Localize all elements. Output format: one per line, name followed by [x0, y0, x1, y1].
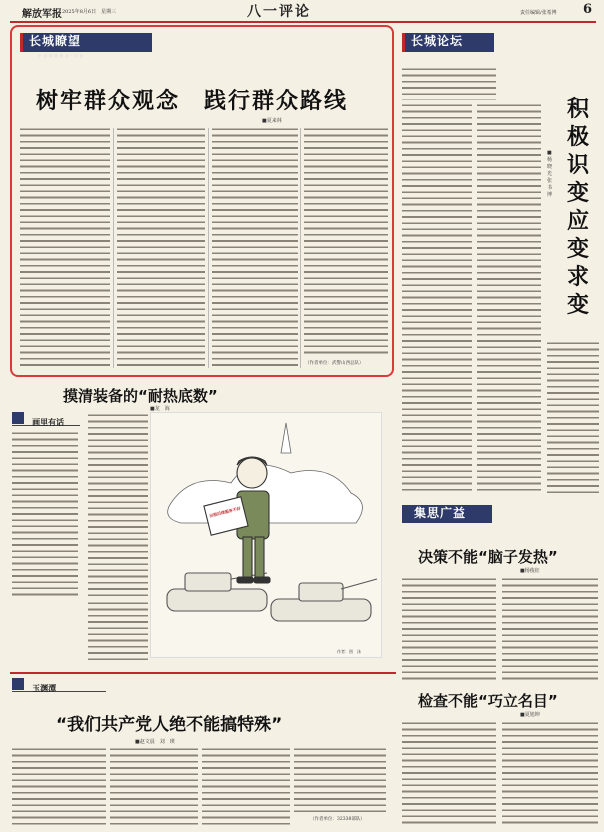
jishi-banner — [402, 505, 492, 523]
yuyuan-footer: （作者单位：32338部队） — [310, 817, 365, 822]
yuyuan-header — [12, 676, 106, 692]
yuyuan-title: “我们共产党人绝不能搞特殊” — [56, 715, 283, 735]
equipment-col-1 — [88, 412, 148, 598]
luntan-banner — [402, 33, 494, 52]
yuyuan-byline: ■赵文晨 刘 瑛 — [135, 739, 175, 745]
jishi-label: 集思广益 — [414, 506, 467, 520]
changcheng-label: 长城瞭望 — [29, 34, 82, 48]
equipment-col-3 — [88, 600, 148, 660]
newspaper-name: 解放军报 — [22, 9, 62, 20]
cartoon-sign: 出租后续服务不好 — [208, 505, 242, 519]
section-name: 八一评论 — [247, 4, 311, 20]
cartoon-credit: 作者：图 沫 — [337, 649, 361, 654]
jishi-text-2a — [402, 720, 496, 826]
changcheng-col-4 — [304, 126, 388, 358]
square-icon — [12, 678, 24, 690]
jishi-text-1b — [502, 576, 598, 684]
equipment-title: 摸清装备的“耐热底数” — [63, 387, 218, 405]
changcheng-banner — [20, 33, 152, 52]
luntan-col-2 — [477, 102, 541, 494]
luntan-byline: ■杨晓光 张书博 — [547, 150, 558, 198]
equipment-byline: ■龙 海 — [150, 406, 170, 412]
changcheng-col-3 — [212, 126, 298, 370]
yuyuan-col-4 — [294, 746, 386, 812]
huaye-text — [12, 430, 78, 598]
changcheng-col-1 — [20, 126, 110, 370]
cartoon-svg — [151, 413, 383, 659]
cartoon-illustration — [150, 412, 382, 658]
yuyuan-col-1 — [12, 746, 106, 826]
yuyuan-label: 玉渊潭 — [32, 683, 57, 693]
column-divider — [208, 128, 209, 368]
huaye-label: 画里有话 — [32, 417, 65, 427]
jishi-title-1: 决策不能“脑子发热” — [418, 548, 558, 566]
jishi-byline-1: ■杨俊征 — [520, 568, 540, 574]
changcheng-footer: （作者单位：武警山西总队） — [305, 361, 364, 366]
yuyuan-col-3 — [202, 746, 290, 826]
column-divider — [113, 128, 114, 368]
jishi-title-2: 检查不能“巧立名目” — [418, 692, 558, 710]
issue-date: 2025年8月6日 星期三 — [62, 9, 117, 15]
luntan-intro — [402, 66, 496, 100]
jishi-text-2b — [502, 720, 598, 826]
page-number: 6 — [583, 2, 593, 17]
huaye-header — [12, 410, 80, 426]
changcheng-sub: 中国国防报社·评论 — [38, 54, 86, 58]
luntan-col-1 — [402, 102, 472, 494]
changcheng-col-2 — [117, 126, 205, 370]
yuyuan-col-2 — [110, 746, 198, 826]
jishi-text-1a — [402, 576, 496, 684]
luntan-label: 长城论坛 — [411, 34, 464, 48]
jishi-byline-2: ■夏旭坤 — [520, 712, 540, 718]
luntan-title: 积极识变应变求变 — [566, 97, 589, 318]
header-rule — [10, 21, 596, 23]
section-rule — [10, 672, 396, 674]
editor-credit: 责任编辑/张希博 — [520, 10, 557, 16]
luntan-col-3 — [547, 340, 599, 494]
changcheng-byline: ■夏来林 — [262, 118, 282, 124]
changcheng-title: 树牢群众观念 践行群众路线 — [36, 89, 349, 114]
square-icon — [12, 412, 24, 424]
column-divider — [300, 128, 301, 368]
